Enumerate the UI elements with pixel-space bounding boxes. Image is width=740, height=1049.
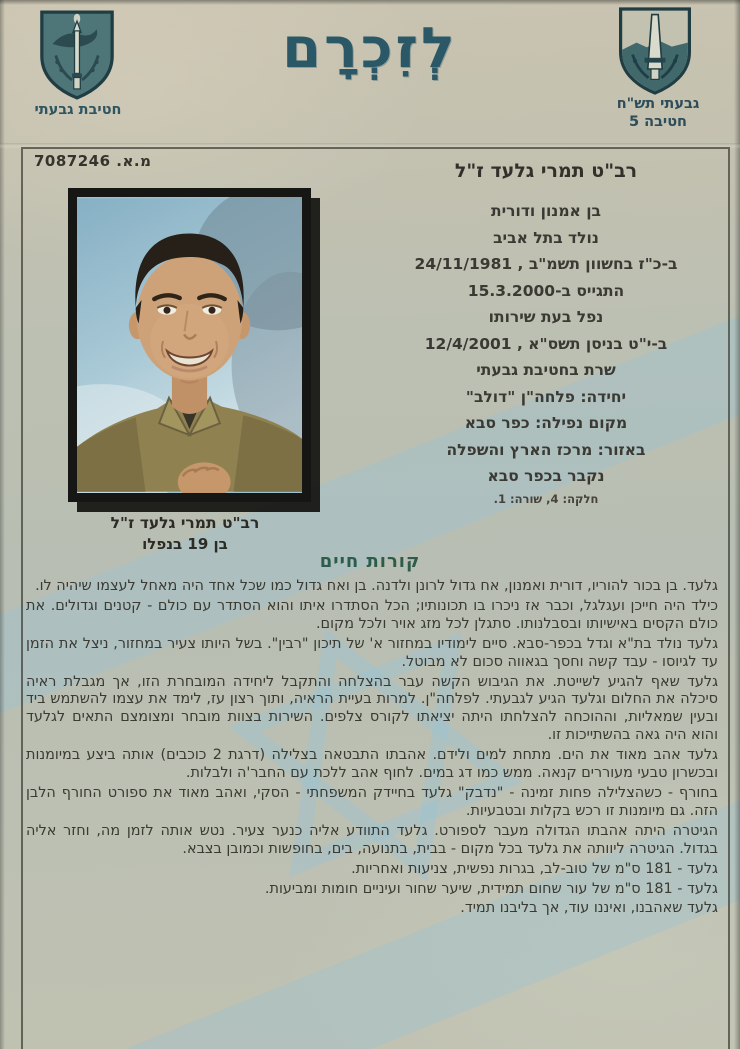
biography-paragraph: גלעד - 181 ס"מ של עור שחום תמידית, שיער שחור ועיניים חומות ומביעות. <box>264 880 718 897</box>
detail-line-fell-in-service: נפל בעת שירותו <box>488 308 604 326</box>
photo-caption-name: רב"ט תמרי גלעד ז"ל <box>110 514 260 532</box>
detail-line-parents: בן אמנון ודורית <box>491 202 601 220</box>
photo-frame <box>68 188 311 502</box>
detail-line-unit: יחידה: פלחה"ן "דולב" <box>465 387 627 406</box>
detail-line-death-date: ב-י"ט בניסן תשס"א , 12/4/2001 <box>424 334 668 353</box>
soldier-portrait-photo <box>77 197 302 493</box>
scan-edge-shadow-right <box>734 0 740 1049</box>
detail-line-enlisted: התגייס ב-15.3.2000 <box>467 281 625 300</box>
biography-paragraph: גלעד שאף להגיע לשייטת. את הגיבוש הקשה עבר בהצלחה והתקבל ליחידה המובחרת הזו, אך מגבלת ראיה סיכלה את החלום וגלעד הגיע לגבעתי. לפלחה"ן. למרות בעיית הראיה, ותוך רצון עז, לימד את עצמו להשתמש ביד ובעין שמאליות, וההוכחה להצלחתו היתה יציאתו לקורס צלפים. השירות בצוות מובחר ומצומצם התאים לגלעד והוא היה גאה בהשתייכות זו. <box>26 673 718 744</box>
biography-heading: קורות חיים <box>319 551 421 572</box>
biography-paragraph: בחורף - כשהצלילה פחות זמינה - "נדבק" גלעד בחיידק המשפחתי - הסקי, ואהב מאוד את ספורט החורף הלבן הזה. גם מיומנות זו רכש בקלות ובטבעיות. <box>26 784 718 819</box>
left-emblem-caption: חטיבת גבעתי <box>34 102 122 118</box>
biography-paragraph: כילד היה חייכן ועגלגל, וכבר אז ניכרו בו תכונותיו; הכל הסתדרו איתו והוא הסתדר עם כולם - קטנים וגדולים. את כולם הקסים באישיותו ובסבלנותו. סתגלן לכל מזג אויר ולכל מקום. <box>26 597 718 632</box>
soldier-name-heading: רב"ט תמרי גלעד ז"ל <box>454 160 638 182</box>
biography-text <box>26 578 718 920</box>
scan-edge-shadow-left <box>0 0 5 1049</box>
biography-paragraph: הגיטרה היתה אהבתו הגדולה מעבר לספורט. גלעד התוודע אליה כנער צעיר. נטש אותה לזמן מה, וחזר אליה בגדול. הגיטרה ליוותה את גלעד בכל מקום - בבית, בתנועה, בים, בחופשות וכמובן בצבא. <box>26 822 718 857</box>
detail-line-place-of-death: מקום נפילה: כפר סבא <box>464 414 628 432</box>
biography-paragraph: גלעד נולד בת"א וגדל בכפר-סבא. סיים לימודיו במחזור א' של תיכון "רבין". בשל היותו צעיר במחזור, ניצל את הזמן עד לגיוסו - עבד קשה וחסך בגאווה סכום לא מבוטל. <box>26 635 718 670</box>
burial-plot-note: חלקה: 4, שורה: 1. <box>493 491 599 506</box>
biography-paragraph: גלעד אהב מאוד את הים. מתחת למים ולידם. אהבתו התבטאה בצלילה (דרגת 2 כוכבים) אותה ביצע במיומנות ובכשרון טבעי מעוררים קנאה. ממש כמו דג במים. לחוף אהב ללכת עם החבר'ה ולבלות. <box>26 747 718 782</box>
military-id: מ.א. 7087246 <box>34 152 152 170</box>
biography-paragraph: גלעד. בן בכור להוריו, דורית ואמנון, אח גדול לרונן ולדנה. בן ואח גדול כמו שכל אחד היה מאחל לעצמו שיהיה לו. <box>35 578 718 594</box>
soldier-details <box>372 160 720 506</box>
right-emblem-caption-line2: חטיבה 5 <box>628 114 688 130</box>
detail-line-birthplace: נולד בתל אביב <box>493 228 599 247</box>
detail-line-birthdate: ב-כ"ז בחשוון תשמ"ב , 24/11/1981 <box>414 255 678 273</box>
detail-line-region: באזור: מרכז הארץ והשפלה <box>446 440 646 459</box>
photo-caption-age: בן 19 בנפלו <box>142 535 228 553</box>
biography-paragraph: גלעד - 181 ס"מ של טוב-לב, בגרות נפשית, צניעות ואחריות. <box>351 860 718 877</box>
photo-caption <box>60 514 310 553</box>
brigade-5-emblem-icon <box>615 5 695 97</box>
memorial-title: לְזִכְרָם <box>282 16 458 81</box>
right-emblem-caption-line1: גבעתי תש"ח <box>616 96 700 112</box>
biography-paragraph: גלעד שאהבנו, ואיננו עוד, אך בליבנו תמיד. <box>460 900 718 917</box>
detail-line-buried: נקבר בכפר סבא <box>487 467 605 485</box>
detail-line-served-in: שרת בחטיבת גבעתי <box>476 361 616 379</box>
